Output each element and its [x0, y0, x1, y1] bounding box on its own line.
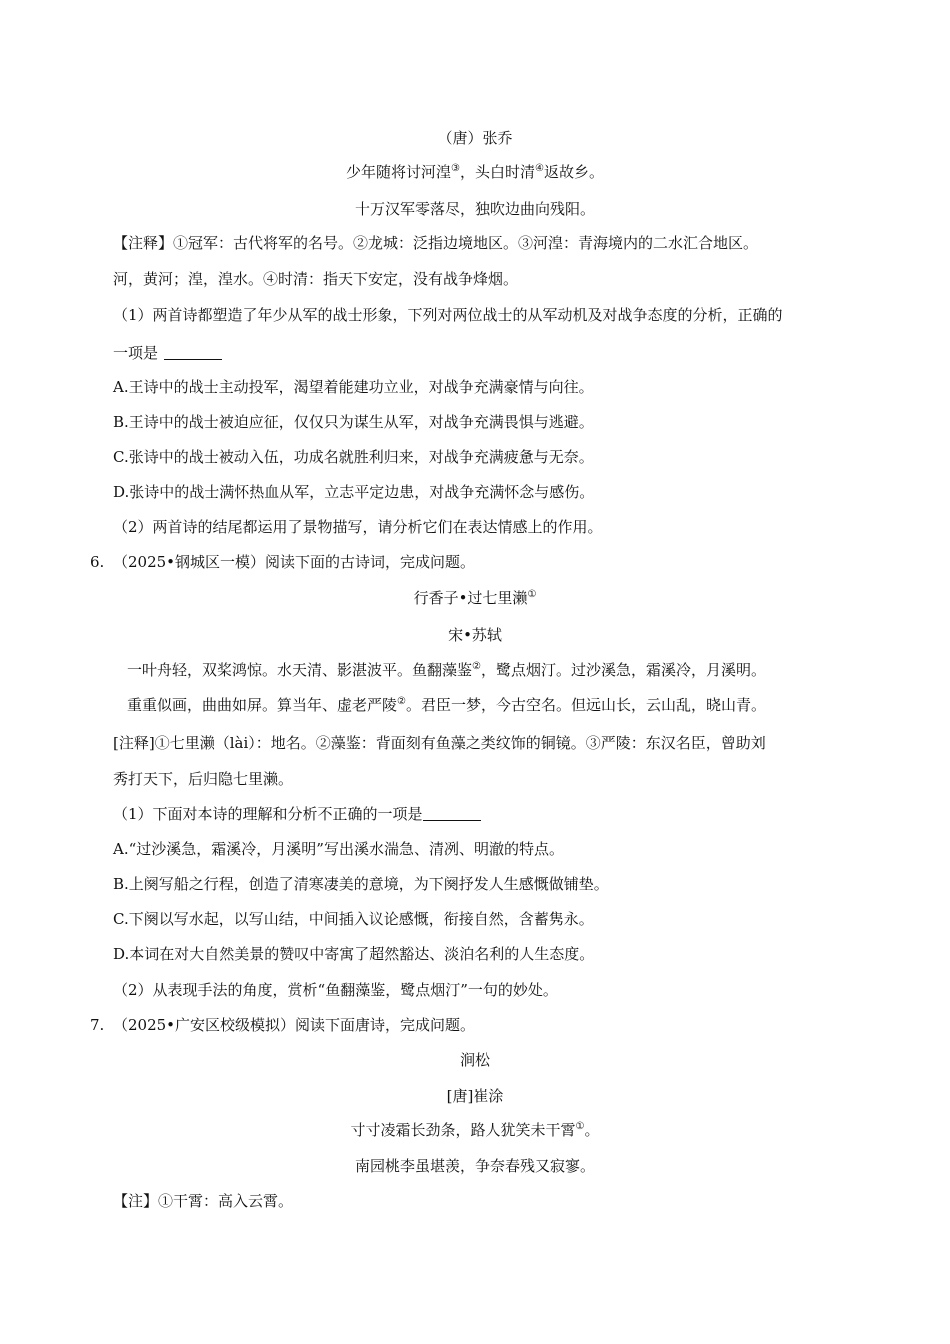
notes-line: [注释]①七里濑（lài）：地名。②藻鉴：背面刻有鱼藻之类纹饰的铜镜。③严陵：东汉名臣，曾助刘	[113, 734, 766, 752]
poem-line: 少年随将讨河湟③，头白时清④返故乡。	[346, 163, 604, 181]
option-b: B.上阕写船之行程，创造了清寒凄美的意境，为下阕抒发人生感慨做铺垫。	[113, 875, 609, 893]
option-c: C.张诗中的战士被动入伍，功成名就胜利归来，对战争充满疲惫与无奈。	[113, 448, 594, 466]
notes-line: 河，黄河；湟，湟水。④时清：指天下安定，没有战争烽烟。	[113, 270, 519, 288]
poem-author: （唐）张乔	[437, 129, 513, 147]
poem-line: 南园桃李虽堪羡，争奈春残又寂寥。	[354, 1157, 595, 1175]
poem-author: 宋•苏轼	[448, 626, 502, 644]
notes-line: 【注释】①冠军：古代将军的名号。②龙城：泛指边境地区。③河湟：青海境内的二水汇合地区。	[113, 234, 759, 252]
poem-line: 十万汉军零落尽，独吹边曲向残阳。	[354, 200, 595, 218]
question-number: 7.	[90, 1016, 105, 1034]
answer-blank[interactable]	[423, 806, 481, 821]
option-b: B.王诗中的战士被迫应征，仅仅只为谋生从军，对战争充满畏惧与逃避。	[113, 413, 594, 431]
poem-line: 一叶舟轻，双桨鸿惊。水天清、影湛波平。鱼翻藻鉴②，鹭点烟汀。过沙溪急，霜溪冷，月溪明。	[127, 661, 766, 679]
question-number: 6.	[90, 553, 105, 571]
answer-blank[interactable]	[164, 345, 222, 360]
question-part-2: （2）两首诗的结尾都运用了景物描写，请分析它们在表达情感上的作用。	[113, 518, 603, 536]
option-a: A.王诗中的战士主动投军，渴望着能建功立业，对战争充满豪情与向往。	[113, 378, 594, 396]
footnote-marker: ①	[527, 589, 537, 600]
option-d: D.本词在对大自然美景的赞叹中寄寓了超然豁达、淡泊名利的人生态度。	[113, 945, 595, 963]
poem-author: [唐]崔涂	[446, 1087, 504, 1105]
notes-line: 秀打天下，后归隐七里濑。	[113, 770, 294, 788]
notes-line: 【注】①干霄：高入云霄。	[113, 1192, 294, 1210]
footnote-marker: ②	[397, 696, 406, 707]
poem-title: 涧松	[459, 1051, 490, 1069]
question-stem: 一项是	[113, 343, 222, 363]
poem-line: 寸寸凌霜长劲条，路人犹笑未干霄①。	[350, 1121, 600, 1139]
option-d: D.张诗中的战士满怀热血从军，立志平定边患，对战争充满怀念与感伤。	[113, 483, 595, 501]
question-part-2: （2）从表现手法的角度，赏析“鱼翻藻鉴，鹭点烟汀”一句的妙处。	[113, 981, 558, 999]
question-intro: （2025•钢城区一模）阅读下面的古诗词，完成问题。	[113, 553, 476, 571]
question-intro: （2025•广安区校级模拟）阅读下面唐诗，完成问题。	[113, 1016, 476, 1034]
poem-line: 重重似画，曲曲如屏。算当年、虚老严陵②。君臣一梦，今古空名。但远山长，云山乱，晓山青。	[127, 696, 766, 714]
footnote-marker: ④	[535, 163, 544, 174]
option-c: C.下阕以写水起，以写山结，中间插入议论感慨，衔接自然，含蓄隽永。	[113, 910, 594, 928]
poem-title: 行香子•过七里濑①	[413, 589, 537, 607]
footnote-marker: ①	[575, 1121, 585, 1132]
option-a: A.“过沙溪急，霜溪冷，月溪明”写出溪水湍急、清冽、明澈的特点。	[113, 840, 564, 858]
question-stem: （1）两首诗都塑造了年少从军的战士形象，下列对两位战士的从军动机及对战争态度的分析，正确的	[113, 306, 783, 324]
footnote-marker: ③	[451, 163, 460, 174]
question-stem: （1）下面对本诗的理解和分析不正确的一项是	[113, 804, 481, 824]
footnote-marker: ②	[472, 661, 481, 672]
